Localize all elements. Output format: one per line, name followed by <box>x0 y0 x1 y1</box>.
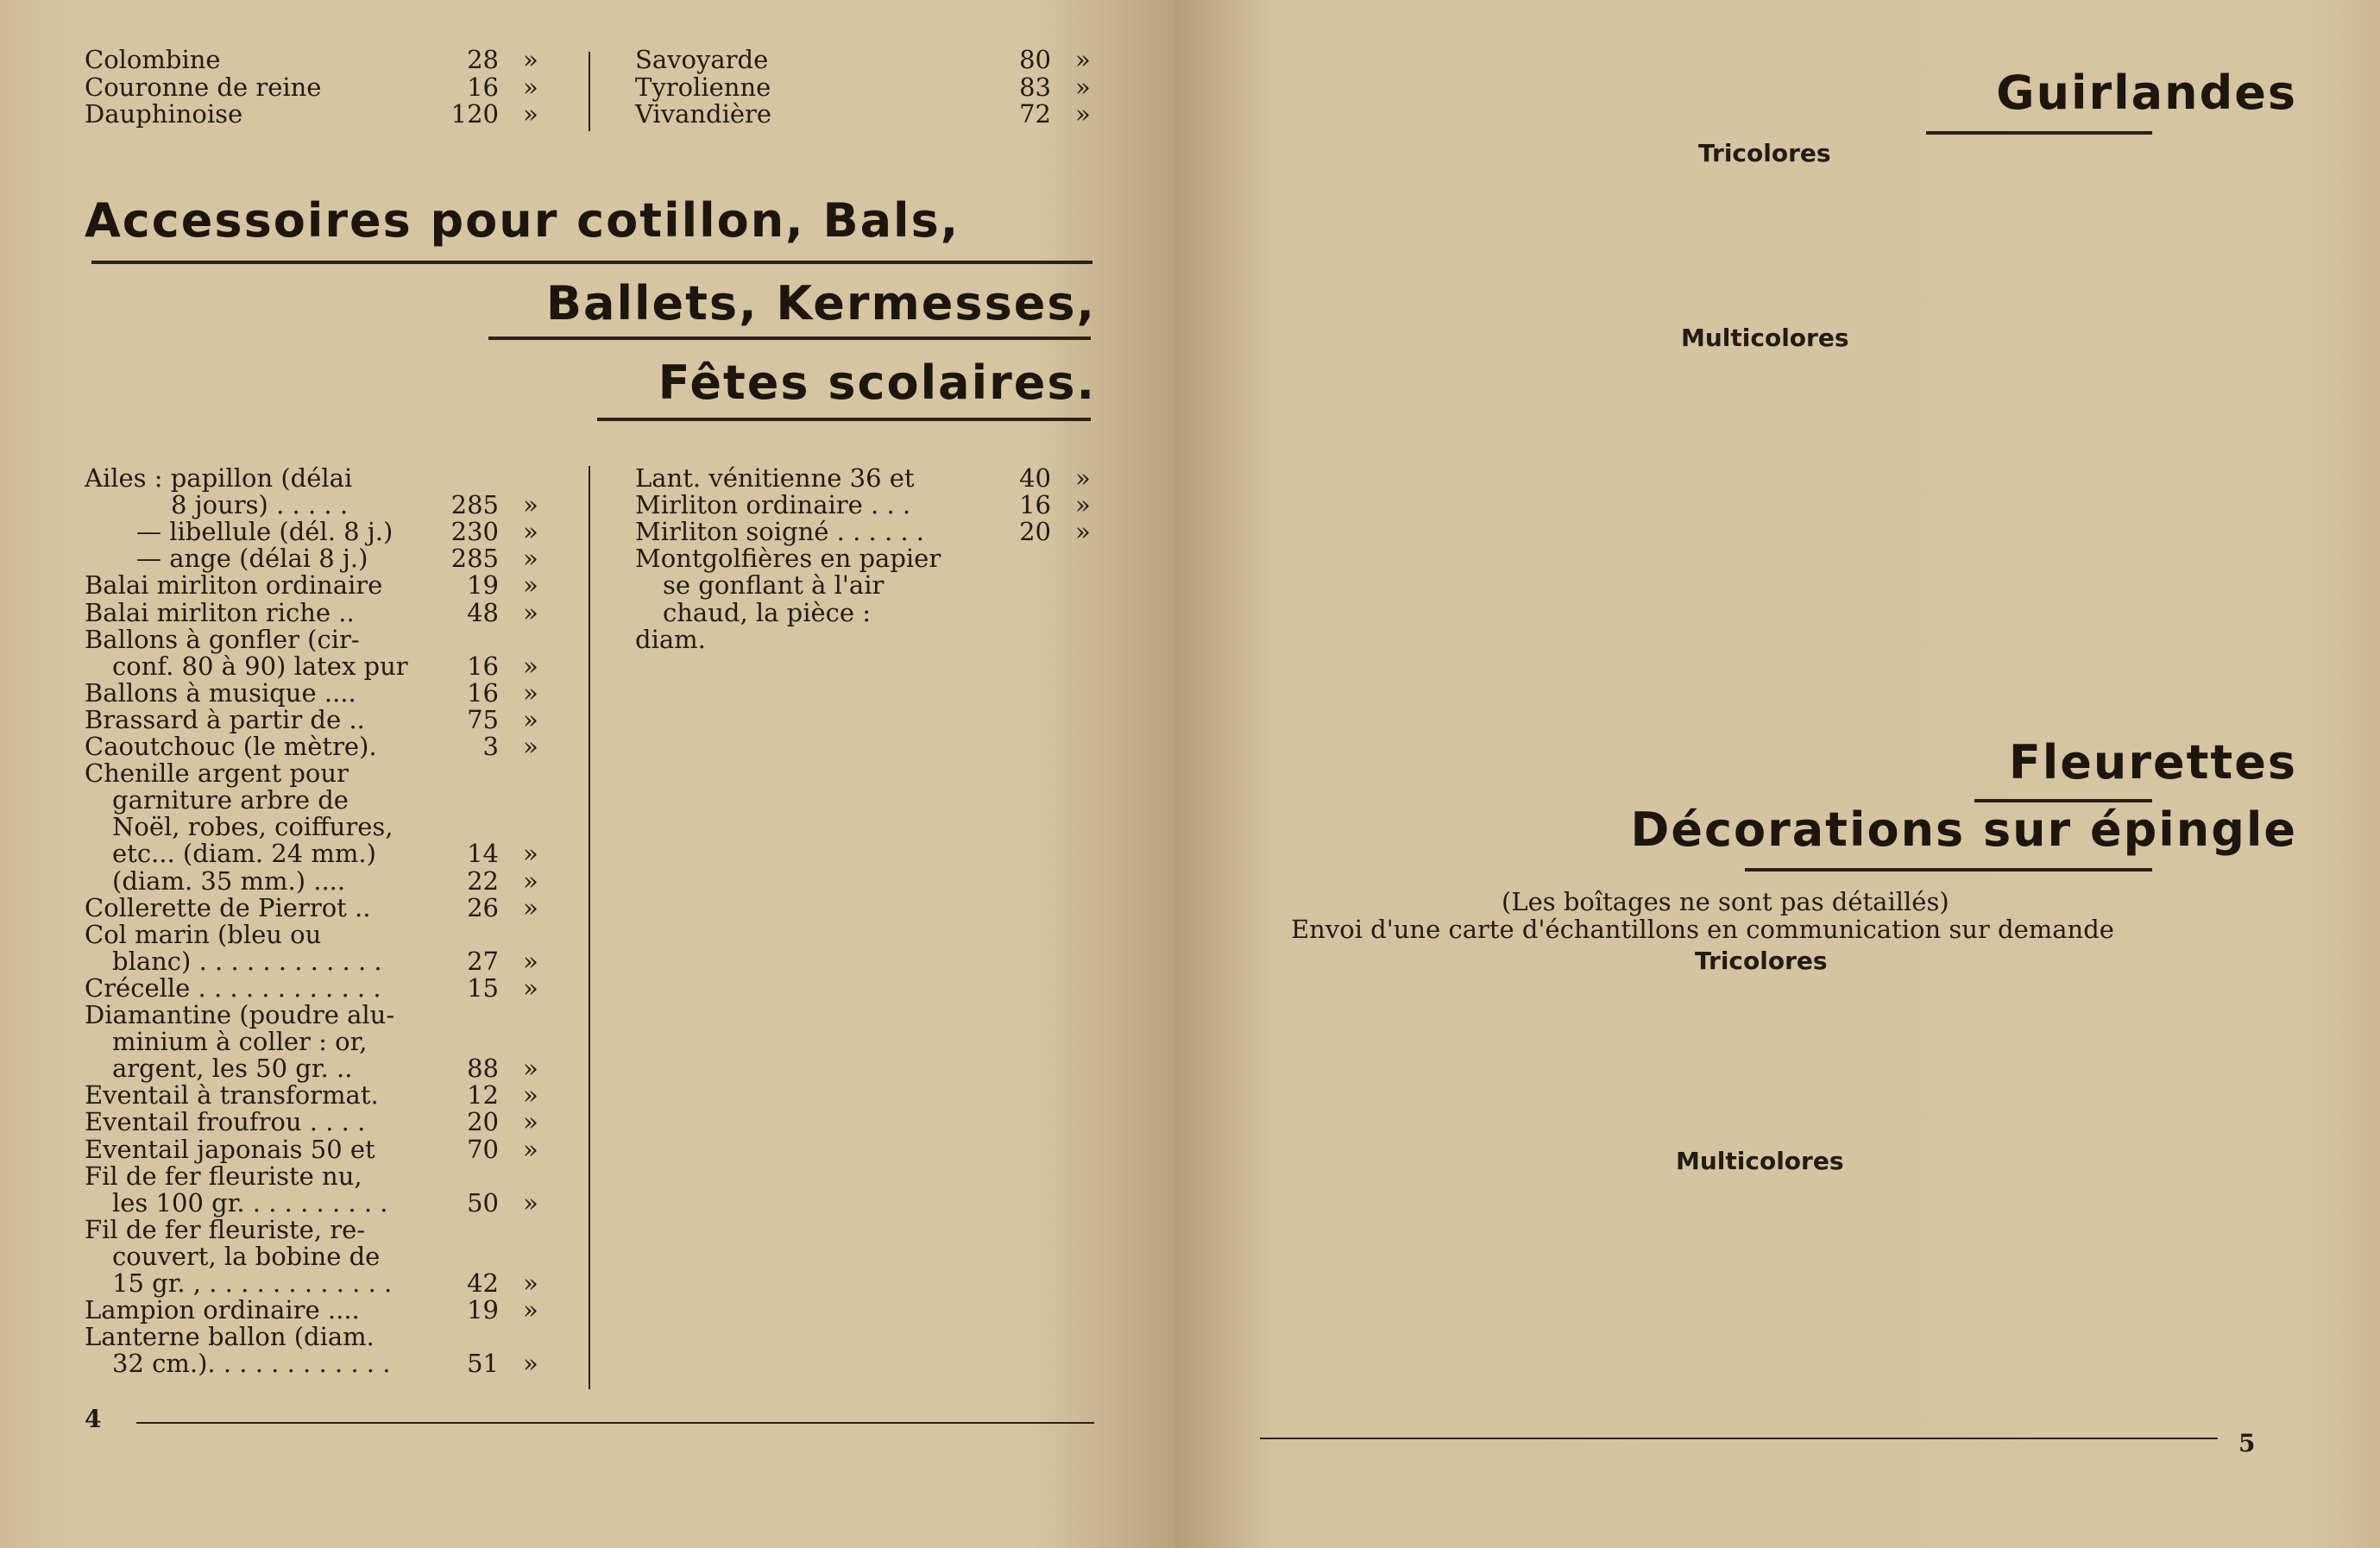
boitages-note: (Les boîtages ne sont pas détaillés) <box>1502 887 1949 916</box>
item-raquo: » <box>523 1054 538 1084</box>
item-text: Eventail japonais 50 et <box>85 1134 375 1164</box>
fleurettes-multicolores-heading: Multicolores <box>1676 1147 1844 1175</box>
item-price: 14 <box>467 839 499 869</box>
item-raquo: » <box>523 865 538 896</box>
title-rule-1 <box>91 261 1092 264</box>
item-raquo: » <box>523 570 538 601</box>
item-raquo: » <box>523 517 538 547</box>
decorations-rule <box>1745 868 2152 872</box>
item-text: etc... (diam. 24 mm.) <box>112 839 376 869</box>
item-text: Caoutchouc (le mètre). <box>85 732 377 761</box>
item-text: garniture arbre de <box>112 785 349 815</box>
item-text: 32 cm.). . . . . . . . . . . . <box>112 1349 391 1379</box>
item-text: Colombine <box>85 45 221 74</box>
list-item <box>0 787 1175 814</box>
item-text: Fil de fer fleuriste nu, <box>85 1161 362 1191</box>
item-text: Couronne de reine <box>85 72 322 102</box>
list-item <box>0 47 1175 73</box>
item-raquo: » <box>523 45 538 74</box>
list-item <box>0 865 1175 896</box>
list-item <box>0 626 1175 653</box>
item-price: 20 <box>467 1107 499 1137</box>
item-raquo: » <box>523 490 538 520</box>
item-price: 80 <box>1019 45 1051 74</box>
list-item <box>0 704 1175 734</box>
echantillons-note: Envoi d'une carte d'échantillons en communication sur demande <box>1291 915 2114 944</box>
multicolores-heading: Multicolores <box>1681 324 1849 352</box>
list-item <box>0 653 1175 680</box>
item-text: — libellule (dél. 8 j.) <box>136 517 394 547</box>
item-text: Eventail à transformat. <box>85 1080 379 1111</box>
item-price: 26 <box>467 892 499 922</box>
list-item <box>0 1002 1175 1029</box>
list-item <box>0 677 1175 708</box>
list-item <box>0 1214 1175 1244</box>
decorations-title: Décorations sur épingle <box>1630 802 2297 857</box>
list-item <box>0 1163 1175 1190</box>
page-number-right: 5 <box>2238 1429 2256 1457</box>
fleurettes-tricolores-heading: Tricolores <box>1695 947 1828 975</box>
item-price: 75 <box>467 704 499 734</box>
item-raquo: » <box>523 1268 538 1298</box>
item-raquo: » <box>523 1107 538 1137</box>
list-item <box>0 1243 1175 1270</box>
fleurettes-title: Fleurettes <box>2008 735 2297 790</box>
item-text: Vivandière <box>635 99 772 129</box>
item-price: 19 <box>467 570 499 601</box>
item-text: Crécelle . . . . . . . . . . . . <box>85 972 381 1003</box>
item-raquo: » <box>523 677 538 708</box>
item-price: 42 <box>467 1268 499 1298</box>
list-item <box>0 545 1175 572</box>
item-text: Col marin (bleu ou <box>85 919 322 949</box>
guirlandes-title: Guirlandes <box>1996 66 2297 120</box>
item-text: Balai mirliton riche .. <box>85 597 355 627</box>
item-raquo: » <box>523 1134 538 1164</box>
item-raquo: » <box>523 1349 538 1379</box>
list-item <box>0 919 1175 949</box>
list-item <box>0 1297 1175 1324</box>
item-raquo: » <box>523 704 538 734</box>
guirlandes-rule <box>1926 131 2152 135</box>
item-raquo: » <box>1075 490 1091 520</box>
item-text: couvert, la bobine de <box>112 1241 381 1271</box>
item-price: 16 <box>1019 490 1051 520</box>
item-price: 230 <box>450 517 499 547</box>
accessoires-title-line2: Ballets, Kermesses, <box>545 276 1096 330</box>
item-raquo: » <box>523 1080 538 1111</box>
item-raquo: » <box>523 99 538 129</box>
list-item <box>0 465 1175 492</box>
item-raquo: » <box>523 732 538 761</box>
item-price: 51 <box>467 1349 499 1379</box>
item-text: Noël, robes, coiffures, <box>112 812 394 842</box>
list-item <box>0 1324 1175 1350</box>
list-item <box>0 1055 1175 1082</box>
item-raquo: » <box>523 651 538 681</box>
item-price: 19 <box>467 1295 499 1325</box>
item-text: Collerette de Pierrot .. <box>85 892 371 922</box>
list-item <box>0 1082 1175 1109</box>
list-item <box>0 892 1175 922</box>
item-price: 16 <box>467 72 499 102</box>
item-text: Mirliton soigné . . . . . . <box>635 517 925 547</box>
item-text: Ballons à gonfler (cir- <box>85 624 360 654</box>
item-raquo: » <box>1075 463 1091 493</box>
item-text: — ange (délai 8 j.) <box>136 544 368 574</box>
tricolores-heading: Tricolores <box>1698 139 1831 167</box>
item-text: (diam. 35 mm.) .... <box>112 865 346 896</box>
item-raquo: » <box>1075 45 1091 74</box>
item-price: 48 <box>467 597 499 627</box>
item-text: Fil de fer fleuriste, re- <box>85 1214 366 1244</box>
item-raquo: » <box>523 839 538 869</box>
list-item <box>0 840 1175 867</box>
item-text: blanc) . . . . . . . . . . . . <box>112 946 382 976</box>
list-item <box>0 1136 1175 1163</box>
title-rule-2 <box>488 337 1091 340</box>
list-item <box>0 1350 1175 1377</box>
item-text: Diamantine (poudre alu- <box>85 1000 395 1029</box>
item-price: 3 <box>482 732 499 761</box>
list-item <box>0 1029 1175 1055</box>
item-price: 285 <box>450 544 499 574</box>
item-text: les 100 gr. . . . . . . . . . <box>112 1187 388 1218</box>
item-text: Ailes : papillon (délai <box>85 463 353 493</box>
item-price: 120 <box>450 99 499 129</box>
item-text: Eventail froufrou . . . . <box>85 1107 366 1137</box>
item-text: 8 jours) . . . . . <box>171 490 349 520</box>
item-price: 12 <box>467 1080 499 1111</box>
page-number-left: 4 <box>85 1405 102 1433</box>
item-price: 72 <box>1019 99 1051 129</box>
accessoires-title-line3: Fêtes scolaires. <box>658 356 1096 410</box>
item-text: minium à coller : or, <box>112 1027 368 1057</box>
item-text: se gonflant à l'air <box>663 570 885 601</box>
item-text: Brassard à partir de .. <box>85 704 365 734</box>
list-item <box>0 572 1175 599</box>
item-price: 22 <box>467 865 499 896</box>
item-price: 83 <box>1019 72 1051 102</box>
list-item <box>0 948 1175 975</box>
item-price: 15 <box>467 972 499 1003</box>
list-item <box>0 733 1175 760</box>
item-price: 16 <box>467 677 499 708</box>
item-text: chaud, la pièce : <box>663 597 872 627</box>
item-text: 15 gr. , . . . . . . . . . . . . <box>112 1268 393 1298</box>
item-text: Lampion ordinaire .... <box>85 1295 360 1325</box>
item-raquo: » <box>523 72 538 102</box>
list-item <box>0 760 1175 787</box>
item-text: Dauphinoise <box>85 99 243 129</box>
list-item <box>0 1187 1175 1218</box>
item-price: 40 <box>1019 463 1051 493</box>
item-text: Savoyarde <box>635 45 769 74</box>
item-raquo: » <box>523 1187 538 1218</box>
item-raquo: » <box>523 972 538 1003</box>
item-raquo: » <box>1075 517 1091 547</box>
item-price: 16 <box>467 651 499 681</box>
item-raquo: » <box>1075 72 1091 102</box>
item-price: 70 <box>467 1134 499 1164</box>
footer-rule-left <box>136 1422 1094 1424</box>
item-text: argent, les 50 gr. .. <box>112 1054 353 1084</box>
item-raquo: » <box>523 597 538 627</box>
item-text: Balai mirliton ordinaire <box>85 570 383 601</box>
item-raquo: » <box>523 1295 538 1325</box>
item-text: Tyrolienne <box>635 72 771 102</box>
left-page <box>0 0 1175 1548</box>
list-item <box>0 1109 1175 1136</box>
list-item <box>0 101 1175 128</box>
item-raquo: » <box>1075 99 1091 129</box>
right-page <box>1175 0 2380 1548</box>
item-text: conf. 80 à 90) latex pur <box>112 651 408 681</box>
item-raquo: » <box>523 946 538 976</box>
item-price: 50 <box>467 1187 499 1218</box>
list-item <box>0 814 1175 840</box>
list-item <box>0 74 1175 101</box>
footer-rule-right <box>1260 1438 2218 1439</box>
item-price: 285 <box>450 490 499 520</box>
item-text: Ballons à musique .... <box>85 677 356 708</box>
list-item <box>0 492 1175 519</box>
item-price: 20 <box>1019 517 1051 547</box>
item-text: Mirliton ordinaire . . . <box>635 490 911 520</box>
item-raquo: » <box>523 544 538 574</box>
accessoires-title-line1: Accessoires pour cotillon, Bals, <box>85 193 960 248</box>
item-price: 88 <box>467 1054 499 1084</box>
title-rule-3 <box>597 418 1091 421</box>
list-item <box>0 972 1175 1003</box>
list-item <box>0 1270 1175 1297</box>
item-text: diam. <box>635 624 706 654</box>
item-text: Chenille argent pour <box>85 758 349 789</box>
list-item <box>0 519 1175 545</box>
list-item <box>0 597 1175 627</box>
item-text: Lant. vénitienne 36 et <box>635 463 915 493</box>
item-raquo: » <box>523 892 538 922</box>
item-text: Montgolfières en papier <box>635 544 941 574</box>
item-price: 28 <box>467 45 499 74</box>
item-price: 27 <box>467 946 499 976</box>
item-text: Lanterne ballon (diam. <box>85 1322 375 1352</box>
